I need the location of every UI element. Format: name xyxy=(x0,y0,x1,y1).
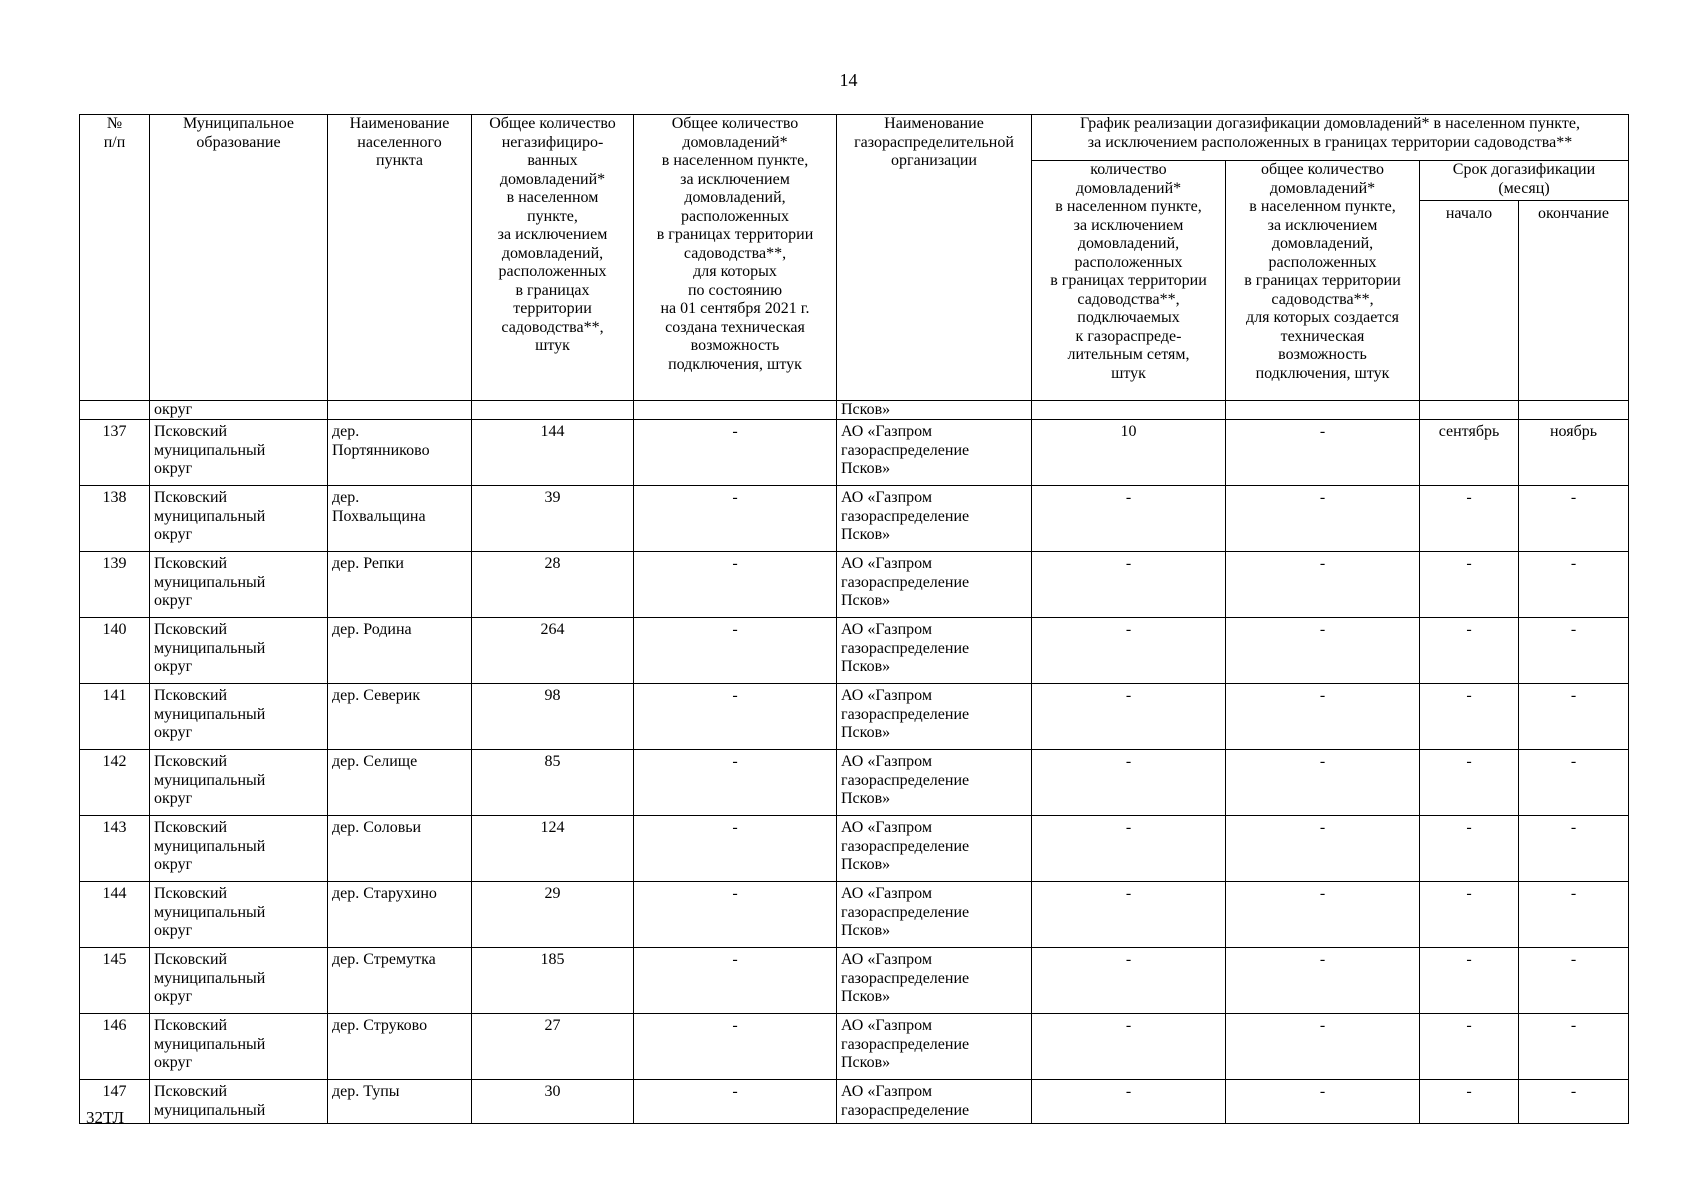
row-created: - xyxy=(1226,486,1420,552)
row-created: - xyxy=(1226,948,1420,1014)
row-end: - xyxy=(1519,750,1629,816)
row-gas-org: АО «Газпром газораспределение Псков» xyxy=(837,486,1032,552)
row-municipality: Псковский муниципальный округ xyxy=(150,618,328,684)
row-total-technical: - xyxy=(634,420,837,486)
table-row xyxy=(80,948,1629,1014)
table-row xyxy=(80,420,1629,486)
row-total-nongas: 144 xyxy=(472,420,634,486)
row-gas-org: АО «Газпром газораспределение Псков» xyxy=(837,684,1032,750)
row-created: - xyxy=(1226,816,1420,882)
row-number: 144 xyxy=(80,882,150,948)
row-settlement: дер. Струково xyxy=(328,1014,472,1080)
row-start: - xyxy=(1420,1014,1519,1080)
row-number: 141 xyxy=(80,684,150,750)
row-created: - xyxy=(1226,882,1420,948)
row-connected: - xyxy=(1032,750,1226,816)
row-total-technical: - xyxy=(634,750,837,816)
row-connected: 10 xyxy=(1032,420,1226,486)
row-total-nongas: 98 xyxy=(472,684,634,750)
table-row xyxy=(80,618,1629,684)
row-connected: - xyxy=(1032,816,1226,882)
row-number: 138 xyxy=(80,486,150,552)
row-municipality: Псковский муниципальный округ xyxy=(150,882,328,948)
row-gas-org: АО «Газпром газораспределение Псков» xyxy=(837,552,1032,618)
table-row xyxy=(80,1014,1629,1080)
row-settlement: дер. Похвальщина xyxy=(328,486,472,552)
header-total-nongas: Общее количество негазифициро- ванных домовладений* в населенном пункте, за исключением домовладений, расположенных в границах территории садоводства**, штук xyxy=(472,115,634,401)
row-gas-org: АО «Газпром газораспределение Псков» xyxy=(837,618,1032,684)
row-number: 147 xyxy=(80,1080,150,1124)
row-created: - xyxy=(1226,420,1420,486)
row-created: - xyxy=(1226,552,1420,618)
row-gas-org: АО «Газпром газораспределение Псков» xyxy=(837,948,1032,1014)
row-total-technical: - xyxy=(634,816,837,882)
row-gas-org: АО «Газпром газораспределение Псков» xyxy=(837,1014,1032,1080)
row-total-nongas: 27 xyxy=(472,1014,634,1080)
row-gas-org: АО «Газпром газораспределение Псков» xyxy=(837,882,1032,948)
row-total-nongas: 39 xyxy=(472,486,634,552)
row-number: 143 xyxy=(80,816,150,882)
row-total-nongas: 264 xyxy=(472,618,634,684)
table-row xyxy=(80,1080,1629,1124)
row-connected: - xyxy=(1032,1014,1226,1080)
header-created: общее количество домовладений* в населенном пункте, за исключением домовладений, расположенных в границах территории садоводства**, для которых создается техническая возможность подключения, штук xyxy=(1226,161,1420,401)
row-start: - xyxy=(1420,486,1519,552)
row-settlement: дер. Родина xyxy=(328,618,472,684)
header-no: № п/п xyxy=(80,115,150,401)
row-end: ноябрь xyxy=(1519,420,1629,486)
row-total-nongas: 29 xyxy=(472,882,634,948)
row-end: - xyxy=(1519,486,1629,552)
row-gas-org: АО «Газпром газораспределение Псков» xyxy=(837,750,1032,816)
continuation-row xyxy=(80,401,1629,420)
row-settlement: дер. Селище xyxy=(328,750,472,816)
row-number: 142 xyxy=(80,750,150,816)
header-schedule: График реализации догазификации домовладений* в населенном пункте, за исключением расположенных в границах территории садоводства** xyxy=(1032,115,1629,161)
row-end: - xyxy=(1519,684,1629,750)
row-gas-org: АО «Газпром газораспределение Псков» xyxy=(837,420,1032,486)
row-municipality: Псковский муниципальный округ xyxy=(150,552,328,618)
row-number: 145 xyxy=(80,948,150,1014)
row-municipality: Псковский муниципальный xyxy=(150,1080,328,1124)
row-total-nongas: 185 xyxy=(472,948,634,1014)
header-end: окончание xyxy=(1519,201,1629,401)
row-created: - xyxy=(1226,1014,1420,1080)
row-start: - xyxy=(1420,1080,1519,1124)
header-start: начало xyxy=(1420,201,1519,401)
row-municipality: Псковский муниципальный округ xyxy=(150,750,328,816)
header-municipality: Муниципальное образование xyxy=(150,115,328,401)
row-start: - xyxy=(1420,618,1519,684)
row-connected: - xyxy=(1032,684,1226,750)
row-municipality: Псковский муниципальный округ xyxy=(150,948,328,1014)
header-connected: количество домовладений* в населенном пункте, за исключением домовладений, расположенных в границах территории садоводства**, подключаемых к газораспреде- лительным сетям, штук xyxy=(1032,161,1226,401)
row-start: - xyxy=(1420,816,1519,882)
row-municipality: Псковский муниципальный округ xyxy=(150,1014,328,1080)
row-end: - xyxy=(1519,552,1629,618)
row-number: 146 xyxy=(80,1014,150,1080)
row-municipality: Псковский муниципальный округ xyxy=(150,486,328,552)
row-municipality: Псковский муниципальный округ xyxy=(150,420,328,486)
row-total-nongas: 85 xyxy=(472,750,634,816)
row-total-nongas: 124 xyxy=(472,816,634,882)
row-start: сентябрь xyxy=(1420,420,1519,486)
row-total-nongas: 30 xyxy=(472,1080,634,1124)
row-total-technical: - xyxy=(634,1014,837,1080)
row-connected: - xyxy=(1032,486,1226,552)
row-number: 137 xyxy=(80,420,150,486)
row-municipality: Псковский муниципальный округ xyxy=(150,684,328,750)
row-settlement: дер. Портянниково xyxy=(328,420,472,486)
row-connected: - xyxy=(1032,618,1226,684)
row-gas-org: АО «Газпром газораспределение xyxy=(837,1080,1032,1124)
table-row xyxy=(80,684,1629,750)
row-settlement: дер. Тупы xyxy=(328,1080,472,1124)
table-row xyxy=(80,552,1629,618)
row-start: - xyxy=(1420,948,1519,1014)
row-end: - xyxy=(1519,1014,1629,1080)
row-total-technical: - xyxy=(634,618,837,684)
continuation-municipality: округ xyxy=(150,401,328,420)
row-end: - xyxy=(1519,1080,1629,1124)
row-total-technical: - xyxy=(634,882,837,948)
row-settlement: дер. Репки xyxy=(328,552,472,618)
row-end: - xyxy=(1519,618,1629,684)
row-total-technical: - xyxy=(634,684,837,750)
row-start: - xyxy=(1420,882,1519,948)
row-end: - xyxy=(1519,948,1629,1014)
row-municipality: Псковский муниципальный округ xyxy=(150,816,328,882)
row-start: - xyxy=(1420,684,1519,750)
row-total-nongas: 28 xyxy=(472,552,634,618)
page-number: 14 xyxy=(839,70,858,90)
row-end: - xyxy=(1519,816,1629,882)
row-settlement: дер. Северик xyxy=(328,684,472,750)
row-created: - xyxy=(1226,684,1420,750)
table-row xyxy=(80,486,1629,552)
row-created: - xyxy=(1226,1080,1420,1124)
row-settlement: дер. Старухино xyxy=(328,882,472,948)
header-settlement: Наименование населенного пункта xyxy=(328,115,472,401)
row-end: - xyxy=(1519,882,1629,948)
table-row xyxy=(80,882,1629,948)
row-connected: - xyxy=(1032,948,1226,1014)
row-created: - xyxy=(1226,750,1420,816)
header-term: Срок догазификации (месяц) xyxy=(1420,161,1629,201)
row-number: 139 xyxy=(80,552,150,618)
header-gas-org: Наименование газораспределительной организации xyxy=(837,115,1032,401)
row-number: 140 xyxy=(80,618,150,684)
table-body xyxy=(80,401,1629,1124)
row-connected: - xyxy=(1032,552,1226,618)
row-total-technical: - xyxy=(634,1080,837,1124)
row-total-technical: - xyxy=(634,552,837,618)
row-total-technical: - xyxy=(634,486,837,552)
row-start: - xyxy=(1420,552,1519,618)
gasification-table xyxy=(79,114,1629,1124)
table-header xyxy=(80,115,1629,401)
row-connected: - xyxy=(1032,1080,1226,1124)
row-connected: - xyxy=(1032,882,1226,948)
row-settlement: дер. Стремутка xyxy=(328,948,472,1014)
row-created: - xyxy=(1226,618,1420,684)
row-start: - xyxy=(1420,750,1519,816)
row-gas-org: АО «Газпром газораспределение Псков» xyxy=(837,816,1032,882)
continuation-gas-org: Псков» xyxy=(837,401,1032,420)
row-settlement: дер. Соловьи xyxy=(328,816,472,882)
table-row xyxy=(80,750,1629,816)
row-total-technical: - xyxy=(634,948,837,1014)
table-row xyxy=(80,816,1629,882)
footer-code: 32ТЛ xyxy=(86,1108,125,1127)
header-total-technical: Общее количество домовладений* в населенном пункте, за исключением домовладений, расположенных в границах территории садоводства**, для которых по состоянию на 01 сентября 2021 г. создана техническая возможность подключения, штук xyxy=(634,115,837,401)
